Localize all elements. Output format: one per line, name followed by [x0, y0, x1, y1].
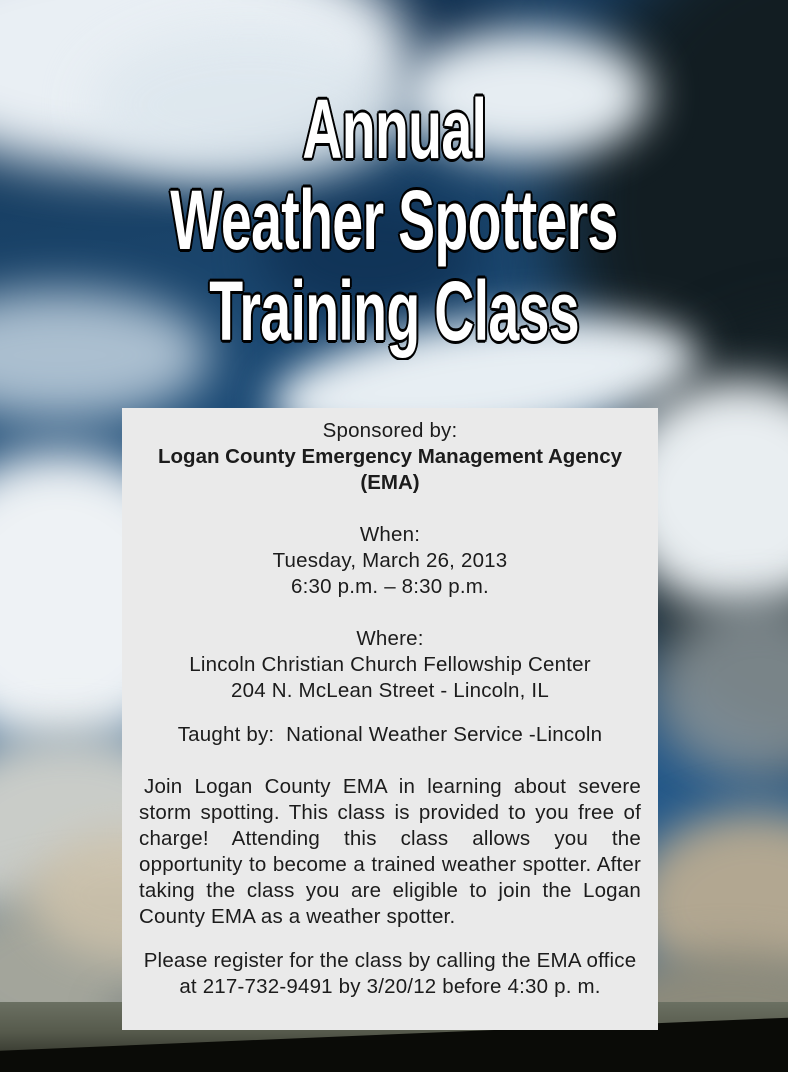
title-line-3: [0, 266, 788, 357]
title-text-weather-spotters: Weather Spotters: [170, 173, 618, 267]
event-date: Tuesday, March 26, 2013: [272, 549, 508, 572]
title-line-1: [0, 84, 788, 175]
where-label: Where:: [356, 627, 424, 650]
flyer-title: [0, 84, 788, 357]
event-time: 6:30 p.m. – 8:30 p.m.: [291, 575, 489, 598]
venue-name: Lincoln Christian Church Fellowship Center: [189, 653, 591, 676]
taught-by-line: Taught by: National Weather Service -Lincoln: [177, 723, 603, 746]
title-text-annual: Annual: [302, 82, 486, 176]
title-line-2: [0, 175, 788, 266]
sponsor-abbreviation: (EMA): [360, 471, 420, 494]
event-info-panel: [122, 408, 658, 1030]
sponsor-name: Logan County Emergency Management Agency: [158, 445, 622, 468]
when-label: When:: [359, 523, 421, 546]
description-paragraph: Join Logan County EMA in learning about severe storm spotting. This class is provided to you free of charge! Attending this class allows you the opportunity to become a trained weather spotter. After taking the class you are eligible to join the Logan County EMA as a weather spotter.: [139, 775, 641, 928]
registration-paragraph: Please register for the class by calling the EMA office at 217-732-9491 by 3/20/12 before 4:30 p. m.: [143, 949, 637, 998]
venue-address: 204 N. McLean Street - Lincoln, IL: [231, 679, 549, 702]
title-text-training-class: Training Class: [209, 264, 579, 358]
sponsored-by-label: Sponsored by:: [322, 419, 458, 442]
